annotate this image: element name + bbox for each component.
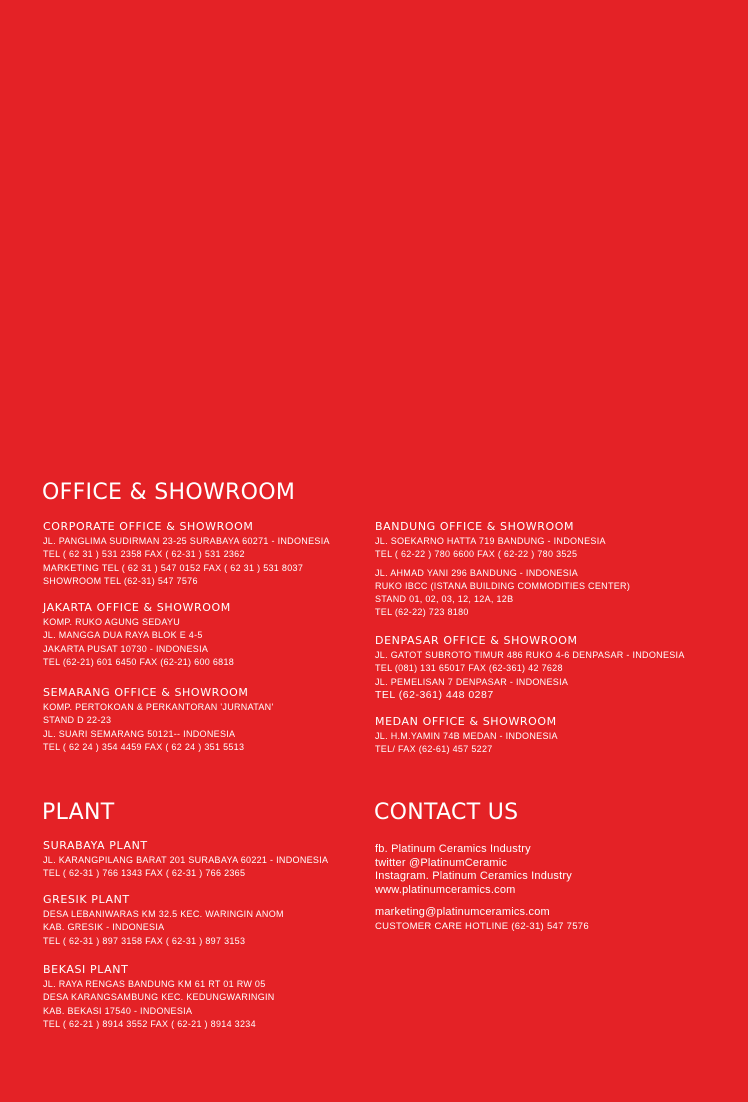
address-line: KAB. BEKASI 17540 - INDONESIA (43, 1005, 193, 1016)
instagram-link[interactable]: Instagram. Platinum Ceramics Industry (375, 870, 572, 882)
address-line: KOMP. PERTOKOAN & PERKANTORAN 'JURNATAN' (43, 702, 274, 712)
surabaya-plant-block (43, 839, 328, 881)
phone-line: TEL ( 62-31 ) 766 1343 FAX ( 62-31 ) 766 2365 (43, 868, 246, 879)
contact-us-title: CONTACT US (374, 800, 519, 825)
address-line: JL. GATOT SUBROTO TIMUR 486 RUKO 4-6 DENPASAR - INDONESIA (375, 650, 685, 660)
phone-line: TEL ( 62 24 ) 354 4459 FAX ( 62 24 ) 351 5513 (43, 741, 245, 752)
email-link[interactable]: marketing@platinumceramics.com (375, 906, 550, 918)
phone-line: TEL ( 62-31 ) 897 3158 FAX ( 62-31 ) 897 3153 (43, 935, 246, 946)
address-line: JL. KARANGPILANG BARAT 201 SURABAYA 60221 - INDONESIA (43, 855, 329, 865)
corporate-office-heading: CORPORATE OFFICE & SHOWROOM (43, 520, 254, 533)
phone-line: TEL/ FAX (62-61) 457 5227 (375, 744, 493, 755)
contact-details-block (375, 906, 589, 934)
address-line: RUKO IBCC (ISTANA BUILDING COMMODITIES CENTER) (375, 580, 631, 591)
phone-line: TEL ( 62-21 ) 8914 3552 FAX ( 62-21 ) 8914 3234 (43, 1018, 256, 1029)
address-line: STAND 01, 02, 03, 12, 12A, 12B (375, 594, 514, 605)
phone-line: TEL (62-21) 601 6450 FAX (62-21) 600 6818 (43, 656, 235, 667)
website-link[interactable]: www.platinumceramics.com (375, 883, 516, 896)
address-line: DESA LEBANIWARAS KM 32.5 KEC. WARINGIN ANOM (43, 909, 284, 919)
twitter-link[interactable]: twitter @PlatinumCeramic (375, 856, 508, 869)
address-line: JAKARTA PUSAT 10730 - INDONESIA (43, 643, 209, 654)
address-line: STAND D 22-23 (43, 715, 112, 726)
medan-office-block (375, 715, 558, 757)
address-line: DESA KARANGSAMBUNG KEC. KEDUNGWARINGIN (43, 992, 275, 1003)
address-line: KAB. GRESIK - INDONESIA (43, 922, 165, 933)
address-line: JL. H.M.YAMIN 74B MEDAN - INDONESIA (375, 731, 558, 741)
phone-line: TEL (62-361) 448 0287 (375, 688, 494, 701)
denpasar-office-heading: DENPASAR OFFICE & SHOWROOM (375, 634, 578, 647)
gresik-plant-block (43, 893, 284, 948)
phone-line: TEL ( 62-22 ) 780 6600 FAX ( 62-22 ) 780 3525 (375, 549, 578, 560)
address-line: JL. PANGLIMA SUDIRMAN 23-25 SURABAYA 60271 - INDONESIA (43, 536, 330, 546)
phone-line: TEL ( 62 31 ) 531 2358 FAX ( 62-31 ) 531 2362 (43, 549, 245, 560)
address-line: KOMP. RUKO AGUNG SEDAYU (43, 617, 181, 627)
phone-line: MARKETING TEL ( 62 31 ) 547 0152 FAX ( 62 31 ) 531 8037 (43, 562, 304, 573)
office-showroom-title: OFFICE & SHOWROOM (42, 480, 296, 505)
social-links-block (375, 843, 572, 897)
jakarta-office-block (43, 601, 234, 669)
address-line: JL. PEMELISAN 7 DENPASAR - INDONESIA (375, 676, 569, 687)
address-line: JL. AHMAD YANI 296 BANDUNG - INDONESIA (375, 567, 579, 578)
hotline-text: CUSTOMER CARE HOTLINE (62-31) 547 7576 (375, 920, 589, 932)
address-line: JL. MANGGA DUA RAYA BLOK E 4-5 (43, 630, 203, 641)
bandung-office-heading: BANDUNG OFFICE & SHOWROOM (375, 520, 575, 533)
facebook-link[interactable]: fb. Platinum Ceramics Industry (375, 843, 531, 855)
plant-title: PLANT (42, 800, 115, 825)
phone-line: TEL (081) 131 65017 FAX (62-361) 42 7628 (375, 663, 563, 674)
semarang-office-block (43, 686, 273, 754)
corporate-office-block (43, 520, 330, 588)
jakarta-office-heading: JAKARTA OFFICE & SHOWROOM (43, 601, 231, 614)
address-line: JL. SOEKARNO HATTA 719 BANDUNG - INDONESIA (375, 536, 606, 546)
bekasi-plant-heading: BEKASI PLANT (43, 963, 129, 976)
surabaya-plant-heading: SURABAYA PLANT (43, 839, 148, 852)
phone-line: SHOWROOM TEL (62-31) 547 7576 (43, 575, 198, 586)
gresik-plant-heading: GRESIK PLANT (43, 893, 130, 906)
bekasi-plant-block (43, 963, 275, 1031)
address-line: JL. SUARI SEMARANG 50121-- INDONESIA (43, 728, 236, 739)
medan-office-heading: MEDAN OFFICE & SHOWROOM (375, 715, 557, 728)
address-line: JL. RAYA RENGAS BANDUNG KM 61 RT 01 RW 05 (43, 979, 266, 989)
semarang-office-heading: SEMARANG OFFICE & SHOWROOM (43, 686, 249, 699)
phone-line: TEL (62-22) 723 8180 (375, 607, 469, 618)
bandung-office-block (375, 520, 630, 620)
denpasar-office-block (375, 634, 685, 702)
